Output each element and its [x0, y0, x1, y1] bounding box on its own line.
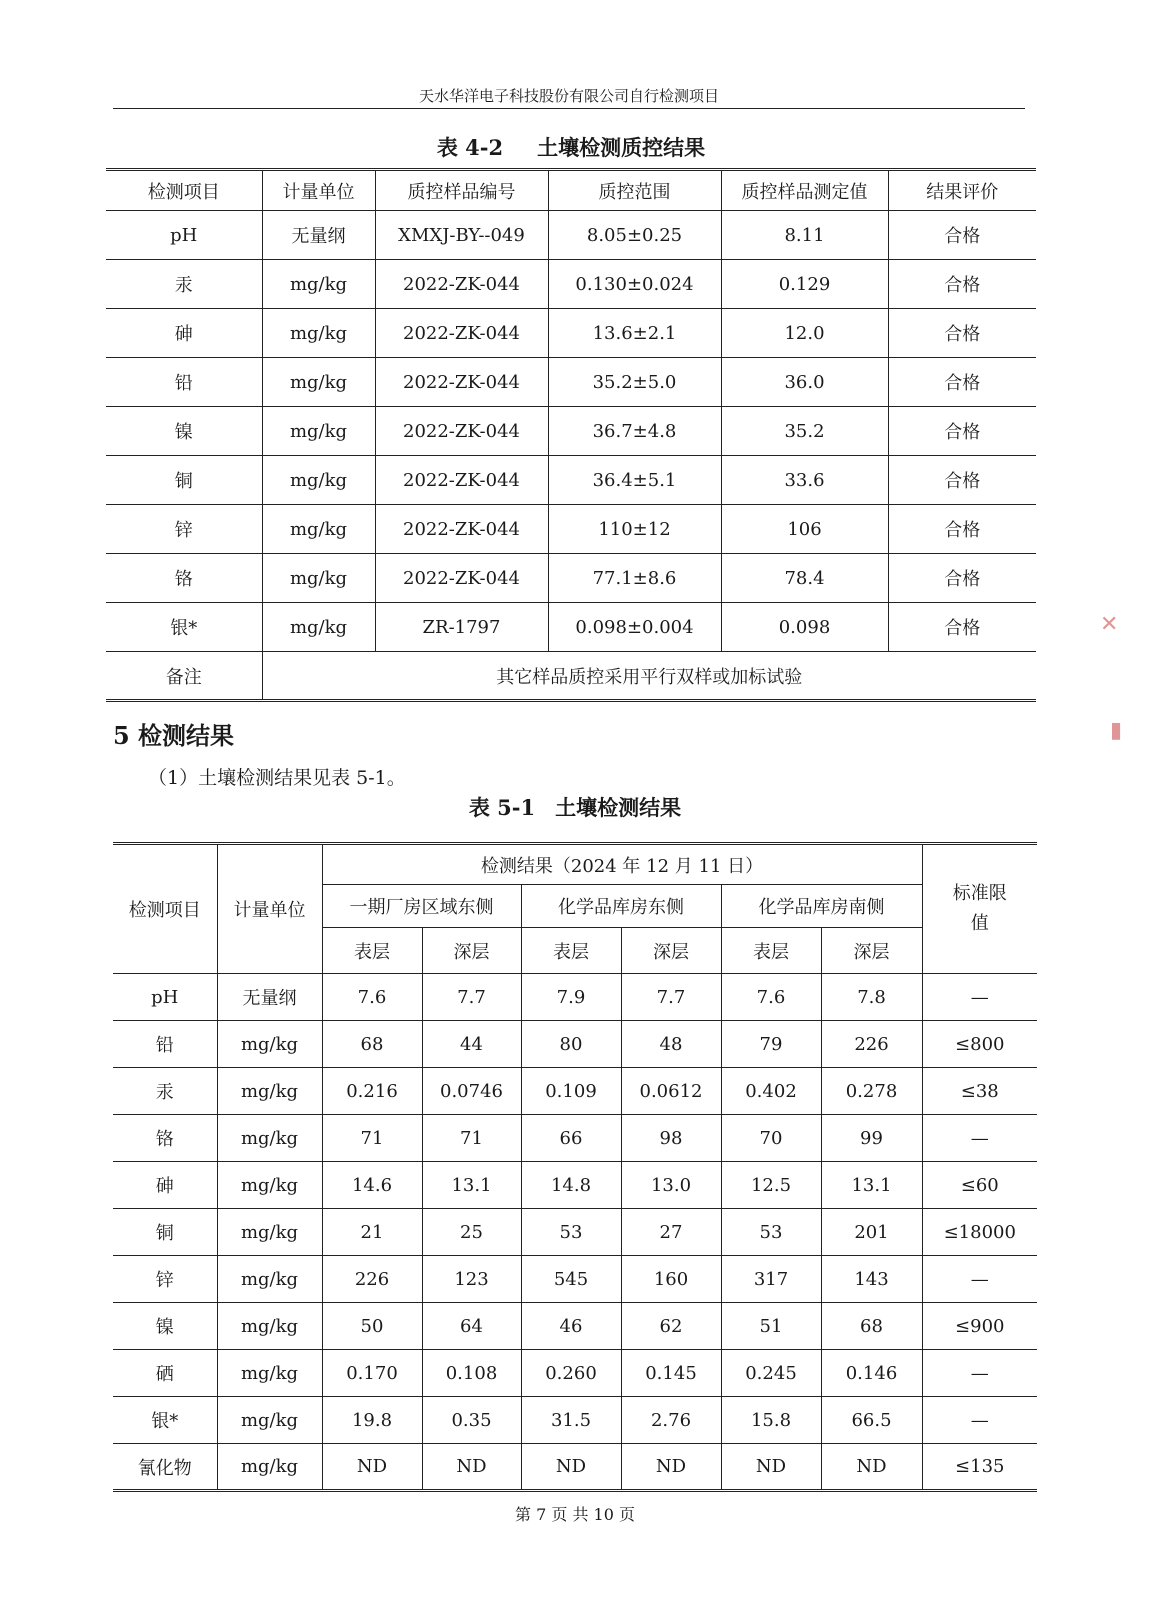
layer-header: 表层 — [521, 928, 621, 974]
table-4-2-title: 土壤检测质控结果 — [537, 135, 706, 160]
table-cell: ≤18000 — [922, 1209, 1037, 1256]
table-cell: 70 — [721, 1115, 821, 1162]
note-row — [106, 652, 1036, 701]
table-cell: 68 — [821, 1303, 922, 1350]
table-cell: 0.145 — [621, 1350, 721, 1397]
column-header: 质控范围 — [548, 170, 721, 211]
table-cell: 硒 — [113, 1350, 217, 1397]
column-header: 标准限值 — [922, 844, 1037, 974]
table-cell: 106 — [721, 505, 888, 554]
table-cell: 合格 — [888, 309, 1036, 358]
table-cell: ZR-1797 — [375, 603, 548, 652]
table-cell: 62 — [621, 1303, 721, 1350]
table-cell: 226 — [322, 1256, 422, 1303]
table-cell: 无量纲 — [262, 211, 375, 260]
table-cell: 66.5 — [821, 1397, 922, 1444]
table-cell: 0.130±0.024 — [548, 260, 721, 309]
table-cell: 7.8 — [821, 974, 922, 1021]
table-cell: 砷 — [106, 309, 262, 358]
table-cell: 99 — [821, 1115, 922, 1162]
table-cell: 铜 — [113, 1209, 217, 1256]
note-label: 备注 — [106, 652, 262, 701]
table-cell: 33.6 — [721, 456, 888, 505]
table-cell: 35.2 — [721, 407, 888, 456]
table-cell: mg/kg — [262, 260, 375, 309]
table-row — [106, 505, 1036, 554]
table-cell: 镍 — [113, 1303, 217, 1350]
table-cell: — — [922, 1256, 1037, 1303]
table-cell: 36.4±5.1 — [548, 456, 721, 505]
table-row — [113, 1256, 1037, 1303]
table-4-2 — [106, 168, 1036, 702]
table-row — [113, 1397, 1037, 1444]
table-row — [106, 211, 1036, 260]
table-cell: ≤38 — [922, 1068, 1037, 1115]
table-row — [113, 1162, 1037, 1209]
table-cell: 银* — [106, 603, 262, 652]
table-cell: 64 — [422, 1303, 521, 1350]
table-cell: 36.0 — [721, 358, 888, 407]
table-cell: 48 — [621, 1021, 721, 1068]
table-cell: 71 — [322, 1115, 422, 1162]
table-cell: 2022-ZK-044 — [375, 309, 548, 358]
table-row — [113, 1444, 1037, 1491]
table-row — [113, 1350, 1037, 1397]
table-cell: ND — [422, 1444, 521, 1491]
table-cell: 砷 — [113, 1162, 217, 1209]
table-cell: mg/kg — [262, 603, 375, 652]
layer-header: 深层 — [821, 928, 922, 974]
table-cell: 7.6 — [322, 974, 422, 1021]
table-cell: mg/kg — [262, 309, 375, 358]
table-cell: 143 — [821, 1256, 922, 1303]
table-cell: 合格 — [888, 505, 1036, 554]
table-cell: 13.6±2.1 — [548, 309, 721, 358]
table-cell: — — [922, 1115, 1037, 1162]
table-cell: 201 — [821, 1209, 922, 1256]
table-cell: mg/kg — [262, 456, 375, 505]
table-cell: 98 — [621, 1115, 721, 1162]
table-cell: 汞 — [106, 260, 262, 309]
table-cell: mg/kg — [262, 554, 375, 603]
table-cell: ≤800 — [922, 1021, 1037, 1068]
table-cell: 0.402 — [721, 1068, 821, 1115]
section-paragraph: （1）土壤检测结果见表 5-1。 — [148, 767, 406, 789]
table-cell: 合格 — [888, 260, 1036, 309]
table-cell: ND — [521, 1444, 621, 1491]
table-cell: 氰化物 — [113, 1444, 217, 1491]
table-row — [113, 1068, 1037, 1115]
table-cell: 0.0746 — [422, 1068, 521, 1115]
table-cell: 13.1 — [821, 1162, 922, 1209]
table-cell: 2022-ZK-044 — [375, 505, 548, 554]
table-cell: 0.108 — [422, 1350, 521, 1397]
table-cell: 7.9 — [521, 974, 621, 1021]
column-header: 质控样品测定值 — [721, 170, 888, 211]
table-cell: 14.6 — [322, 1162, 422, 1209]
table-cell: 合格 — [888, 358, 1036, 407]
table-cell: 317 — [721, 1256, 821, 1303]
column-header: 质控样品编号 — [375, 170, 548, 211]
table-cell: mg/kg — [217, 1021, 322, 1068]
table-cell: 2.76 — [621, 1397, 721, 1444]
table-cell: mg/kg — [262, 505, 375, 554]
table-cell: 160 — [621, 1256, 721, 1303]
table-cell: 53 — [521, 1209, 621, 1256]
table-cell: 0.278 — [821, 1068, 922, 1115]
table-cell: 合格 — [888, 211, 1036, 260]
table-cell: 锌 — [113, 1256, 217, 1303]
table-cell: 68 — [322, 1021, 422, 1068]
location-header: 化学品库房南侧 — [721, 885, 922, 928]
table-row — [113, 1303, 1037, 1350]
table-cell: ND — [322, 1444, 422, 1491]
table-cell: 12.0 — [721, 309, 888, 358]
table-row — [113, 974, 1037, 1021]
table-cell: 0.129 — [721, 260, 888, 309]
page-footer: 第 7 页 共 10 页 — [515, 1505, 635, 1524]
table-cell: 0.245 — [721, 1350, 821, 1397]
table-cell: 66 — [521, 1115, 621, 1162]
table-cell: mg/kg — [217, 1162, 322, 1209]
table-cell: 545 — [521, 1256, 621, 1303]
table-5-1-title: 土壤检测结果 — [555, 795, 682, 820]
table-cell: mg/kg — [217, 1303, 322, 1350]
table-cell: 7.7 — [621, 974, 721, 1021]
table-cell: 合格 — [888, 456, 1036, 505]
table-cell: 13.0 — [621, 1162, 721, 1209]
table-cell: 21 — [322, 1209, 422, 1256]
table-cell: 110±12 — [548, 505, 721, 554]
table-cell: 79 — [721, 1021, 821, 1068]
table-cell: ≤900 — [922, 1303, 1037, 1350]
table-row — [106, 358, 1036, 407]
table-cell: 0.0612 — [621, 1068, 721, 1115]
table-cell: 合格 — [888, 603, 1036, 652]
table-cell: 2022-ZK-044 — [375, 358, 548, 407]
table-cell: pH — [113, 974, 217, 1021]
table-cell: ≤135 — [922, 1444, 1037, 1491]
table-cell: 14.8 — [521, 1162, 621, 1209]
layer-header: 深层 — [621, 928, 721, 974]
table-cell: mg/kg — [217, 1397, 322, 1444]
section-title: 5 检测结果 — [113, 721, 235, 750]
table-cell: mg/kg — [262, 407, 375, 456]
table-cell: 46 — [521, 1303, 621, 1350]
table-cell: ≤60 — [922, 1162, 1037, 1209]
table-cell: 77.1±8.6 — [548, 554, 721, 603]
column-header: 计量单位 — [262, 170, 375, 211]
table-cell: 银* — [113, 1397, 217, 1444]
table-cell: 0.170 — [322, 1350, 422, 1397]
table-cell: 31.5 — [521, 1397, 621, 1444]
table-cell: pH — [106, 211, 262, 260]
table-cell: 8.05±0.25 — [548, 211, 721, 260]
table-cell: 0.260 — [521, 1350, 621, 1397]
table-cell: 19.8 — [322, 1397, 422, 1444]
layer-header: 表层 — [721, 928, 821, 974]
table-4-2-number: 表 4-2 — [436, 135, 504, 160]
table-cell: 铜 — [106, 456, 262, 505]
table-cell: 27 — [621, 1209, 721, 1256]
table-cell: 7.6 — [721, 974, 821, 1021]
table-row — [113, 1209, 1037, 1256]
layer-header: 表层 — [322, 928, 422, 974]
table-row — [113, 1021, 1037, 1068]
column-header: 检测项目 — [106, 170, 262, 211]
table-4-2-caption — [106, 132, 1036, 162]
table-cell: 铅 — [106, 358, 262, 407]
table-cell: 合格 — [888, 407, 1036, 456]
location-header: 化学品库房东侧 — [521, 885, 721, 928]
table-cell: 226 — [821, 1021, 922, 1068]
table-row — [106, 456, 1036, 505]
table-cell: mg/kg — [217, 1068, 322, 1115]
table-cell: 78.4 — [721, 554, 888, 603]
table-cell: 51 — [721, 1303, 821, 1350]
table-cell: mg/kg — [217, 1115, 322, 1162]
table-cell: 0.35 — [422, 1397, 521, 1444]
table-cell: 12.5 — [721, 1162, 821, 1209]
red-stamp-mark: ▮ — [1110, 718, 1123, 743]
table-row — [106, 260, 1036, 309]
layer-header: 深层 — [422, 928, 521, 974]
table-cell: mg/kg — [217, 1256, 322, 1303]
table-cell: 50 — [322, 1303, 422, 1350]
table-cell: 铬 — [113, 1115, 217, 1162]
table-cell: — — [922, 1350, 1037, 1397]
red-stamp-mark: ✕ — [1100, 612, 1119, 637]
table-cell: ND — [821, 1444, 922, 1491]
table-row — [106, 407, 1036, 456]
table-cell: ND — [621, 1444, 721, 1491]
table-cell: 35.2±5.0 — [548, 358, 721, 407]
table-cell: 镍 — [106, 407, 262, 456]
table-cell: 2022-ZK-044 — [375, 456, 548, 505]
table-cell: 0.216 — [322, 1068, 422, 1115]
table-cell: 7.7 — [422, 974, 521, 1021]
table-cell: mg/kg — [217, 1350, 322, 1397]
page-header: 天水华洋电子科技股份有限公司自行检测项目 — [113, 84, 1025, 109]
table-cell: 铅 — [113, 1021, 217, 1068]
table-cell: 0.146 — [821, 1350, 922, 1397]
location-header: 一期厂房区域东侧 — [322, 885, 521, 928]
table-cell: 0.098 — [721, 603, 888, 652]
table-cell: 汞 — [113, 1068, 217, 1115]
table-cell: mg/kg — [217, 1209, 322, 1256]
table-cell: — — [922, 1397, 1037, 1444]
table-cell: 80 — [521, 1021, 621, 1068]
table-cell: 2022-ZK-044 — [375, 260, 548, 309]
table-cell: XMXJ-BY--049 — [375, 211, 548, 260]
table-cell: 0.098±0.004 — [548, 603, 721, 652]
column-header: 结果评价 — [888, 170, 1036, 211]
table-row — [113, 1115, 1037, 1162]
note-text: 其它样品质控采用平行双样或加标试验 — [262, 652, 1036, 701]
table-5-1 — [113, 842, 1037, 1492]
table-cell: 53 — [721, 1209, 821, 1256]
table-header-row — [106, 170, 1036, 211]
table-cell: mg/kg — [262, 358, 375, 407]
table-cell: 无量纲 — [217, 974, 322, 1021]
table-cell: 铬 — [106, 554, 262, 603]
table-cell: — — [922, 974, 1037, 1021]
table-row — [106, 309, 1036, 358]
column-header: 检测项目 — [113, 844, 217, 974]
table-cell: 44 — [422, 1021, 521, 1068]
table-cell: mg/kg — [217, 1444, 322, 1491]
table-cell: 0.109 — [521, 1068, 621, 1115]
table-cell: 合格 — [888, 554, 1036, 603]
table-5-1-caption — [113, 792, 1037, 822]
table-row — [106, 554, 1036, 603]
table-cell: 2022-ZK-044 — [375, 554, 548, 603]
table-row — [106, 603, 1036, 652]
table-cell: 71 — [422, 1115, 521, 1162]
table-cell: 36.7±4.8 — [548, 407, 721, 456]
table-cell: 13.1 — [422, 1162, 521, 1209]
table-header-row — [113, 844, 1037, 885]
table-cell: 25 — [422, 1209, 521, 1256]
table-cell: 2022-ZK-044 — [375, 407, 548, 456]
column-header: 计量单位 — [217, 844, 322, 974]
table-cell: 8.11 — [721, 211, 888, 260]
table-cell: 锌 — [106, 505, 262, 554]
column-header: 检测结果（2024 年 12 月 11 日） — [322, 844, 922, 885]
table-cell: 15.8 — [721, 1397, 821, 1444]
table-cell: 123 — [422, 1256, 521, 1303]
table-5-1-number: 表 5-1 — [468, 795, 536, 820]
table-cell: ND — [721, 1444, 821, 1491]
